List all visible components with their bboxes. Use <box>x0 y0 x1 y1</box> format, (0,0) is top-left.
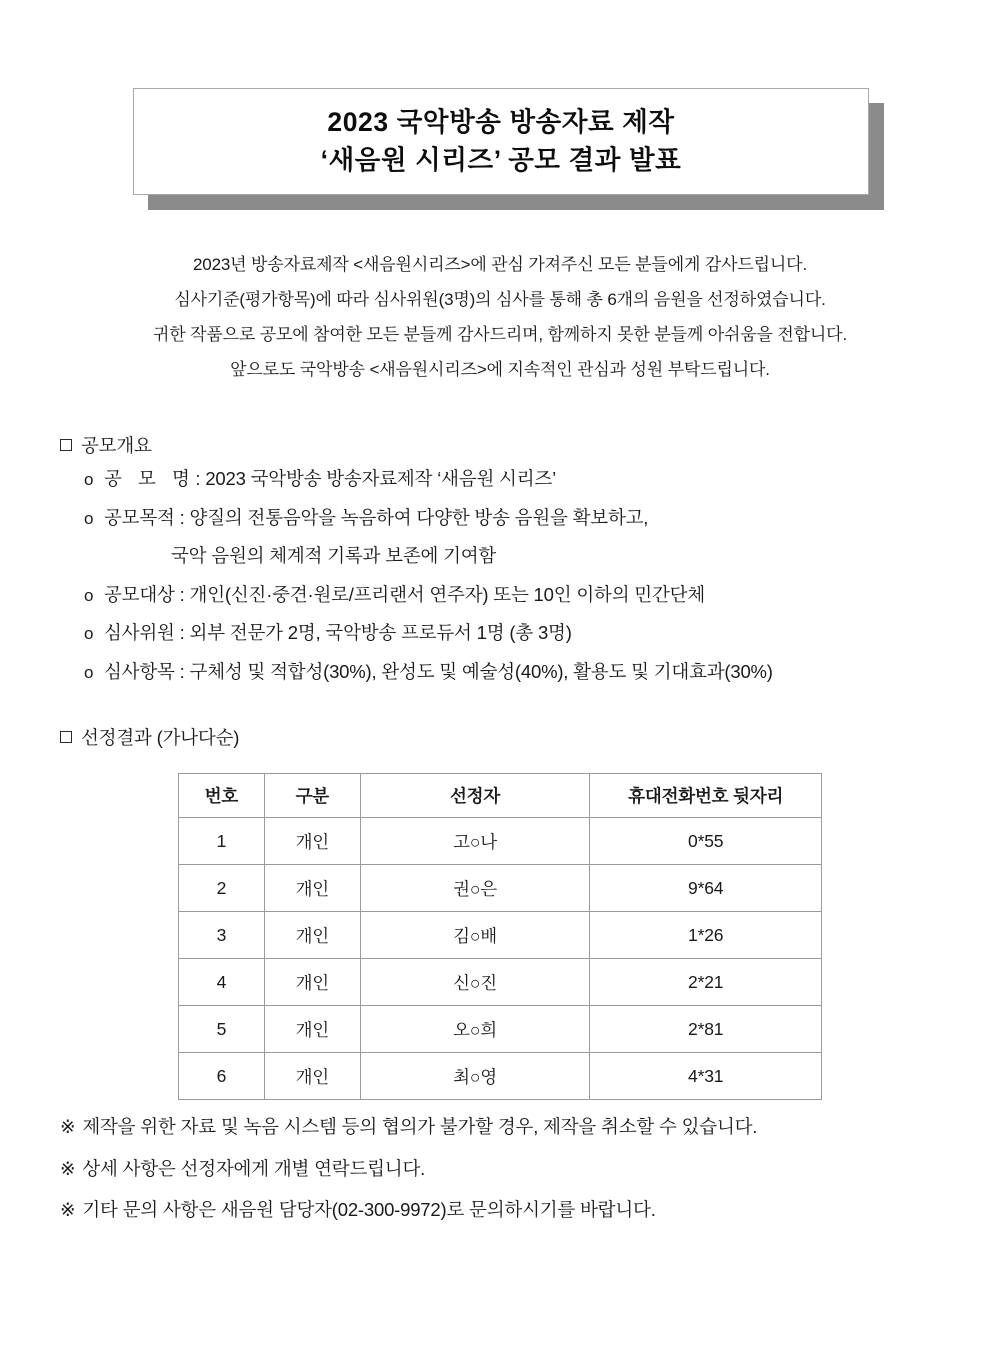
overview-separator: : <box>179 506 185 528</box>
overview-item-criteria <box>84 660 964 682</box>
overview-item-purpose <box>84 506 964 528</box>
note-line-3 <box>60 1201 980 1220</box>
overview-item-label: 공 모 명 <box>104 468 196 489</box>
intro-line-2: 심사기준(평가항목)에 따라 심사위원(3명)의 심사를 통해 총 6개의 음원을 선정하였습니다. <box>174 289 826 309</box>
title-box-wrapper <box>133 88 869 195</box>
note-line-1 <box>60 1118 980 1137</box>
cell-no: 5 <box>179 1006 265 1053</box>
footer-notes <box>60 1118 980 1243</box>
cell-no: 4 <box>179 959 265 1006</box>
results-table-head <box>179 774 822 818</box>
table-row <box>179 865 822 912</box>
cell-phone: 0*55 <box>590 818 822 865</box>
title-box <box>133 88 869 195</box>
table-row <box>179 912 822 959</box>
list-bullet: o <box>84 470 94 489</box>
cell-name: 오○희 <box>360 1006 590 1053</box>
overview-item-value: 외부 전문가 2명, 국악방송 프로듀서 1명 (총 3명) <box>189 622 572 643</box>
note-text: 제작을 위한 자료 및 녹음 시스템 등의 협의가 불가할 경우, 제작을 취소할 수 있습니다. <box>82 1116 758 1137</box>
overview-item-value: 2023 국악방송 방송자료제작 ‘새음원 시리즈’ <box>205 468 556 489</box>
overview-item-label: 공모목적 <box>104 506 175 528</box>
cell-name: 고○나 <box>360 818 590 865</box>
cell-type: 개인 <box>264 912 360 959</box>
cell-type: 개인 <box>264 865 360 912</box>
overview-item-name <box>84 470 964 489</box>
intro-paragraph <box>0 248 1000 387</box>
cell-type: 개인 <box>264 1006 360 1053</box>
column-header-name: 선정자 <box>360 774 590 818</box>
overview-separator: : <box>179 583 185 605</box>
column-header-no: 번호 <box>179 774 265 818</box>
cell-name: 신○진 <box>360 959 590 1006</box>
reference-mark-icon: ※ <box>60 1157 76 1179</box>
overview-item-judges <box>84 624 964 643</box>
cell-phone: 2*21 <box>590 959 822 1006</box>
overview-separator: : <box>195 468 201 489</box>
square-bullet-icon <box>60 731 72 743</box>
cell-name: 최○영 <box>360 1053 590 1100</box>
cell-type: 개인 <box>264 959 360 1006</box>
note-text: 기타 문의 사항은 새음원 담당자(02-300-9972)로 문의하시기를 바랍니다. <box>82 1199 656 1220</box>
list-bullet: o <box>84 508 94 528</box>
list-bullet: o <box>84 662 94 682</box>
overview-separator: : <box>179 660 185 682</box>
overview-item-value: 양질의 전통음악을 녹음하여 다양한 방송 음원을 확보하고, <box>189 506 649 528</box>
column-header-type: 구분 <box>264 774 360 818</box>
title-line-2: ‘새음원 시리즈’ 공모 결과 발표 <box>320 144 682 175</box>
title-line-1: 2023 국악방송 방송자료 제작 <box>327 106 675 137</box>
cell-no: 6 <box>179 1053 265 1100</box>
intro-line-3: 귀한 작품으로 공모에 참여한 모든 분들께 감사드리며, 함께하지 못한 분들께 아쉬움을 전합니다. <box>152 324 848 344</box>
cell-phone: 4*31 <box>590 1053 822 1100</box>
cell-name: 권○은 <box>360 865 590 912</box>
reference-mark-icon: ※ <box>60 1116 76 1137</box>
cell-name: 김○배 <box>360 912 590 959</box>
table-row <box>179 818 822 865</box>
results-heading-label: 선정결과 (가나다순) <box>81 727 240 748</box>
square-bullet-icon <box>60 439 72 451</box>
cell-no: 3 <box>179 912 265 959</box>
overview-separator: : <box>179 622 185 643</box>
note-line-2 <box>60 1157 980 1179</box>
column-header-phone: 휴대전화번호 뒷자리 <box>590 774 822 818</box>
cell-no: 2 <box>179 865 265 912</box>
overview-item-label: 심사항목 <box>104 660 175 682</box>
table-header-row <box>179 774 822 818</box>
cell-phone: 1*26 <box>590 912 822 959</box>
cell-type: 개인 <box>264 818 360 865</box>
results-section-heading <box>60 724 239 750</box>
list-bullet: o <box>84 624 94 643</box>
intro-line-4: 앞으로도 국악방송 <새음원시리즈>에 지속적인 관심과 성원 부탁드립니다. <box>230 359 770 379</box>
cell-no: 1 <box>179 818 265 865</box>
cell-phone: 2*81 <box>590 1006 822 1053</box>
cell-phone: 9*64 <box>590 865 822 912</box>
reference-mark-icon: ※ <box>60 1199 76 1220</box>
list-bullet: o <box>84 585 94 605</box>
overview-item-label: 공모대상 <box>104 583 175 605</box>
overview-item-value: 구체성 및 적합성(30%), 완성도 및 예술성(40%), 활용도 및 기대효과(30%) <box>189 660 773 682</box>
overview-heading-label: 공모개요 <box>81 435 152 456</box>
overview-section-heading <box>60 432 152 458</box>
overview-item-value: 개인(신진·중견·원로/프리랜서 연주자) 또는 10인 이하의 민간단체 <box>189 583 705 605</box>
results-table <box>178 773 822 1100</box>
note-text: 상세 사항은 선정자에게 개별 연락드립니다. <box>82 1157 426 1179</box>
overview-item-label: 심사위원 <box>104 622 175 643</box>
overview-item-purpose-continuation: 국악 음원의 체계적 기록과 보존에 기여함 <box>171 545 497 566</box>
overview-item-target <box>84 583 964 605</box>
table-row <box>179 1006 822 1053</box>
table-row <box>179 1053 822 1100</box>
results-table-body <box>179 818 822 1100</box>
intro-line-1: 2023년 방송자료제작 <새음원시리즈>에 관심 가져주신 모든 분들에게 감사드립니다. <box>192 255 808 274</box>
table-row <box>179 959 822 1006</box>
cell-type: 개인 <box>264 1053 360 1100</box>
overview-list <box>84 470 964 701</box>
